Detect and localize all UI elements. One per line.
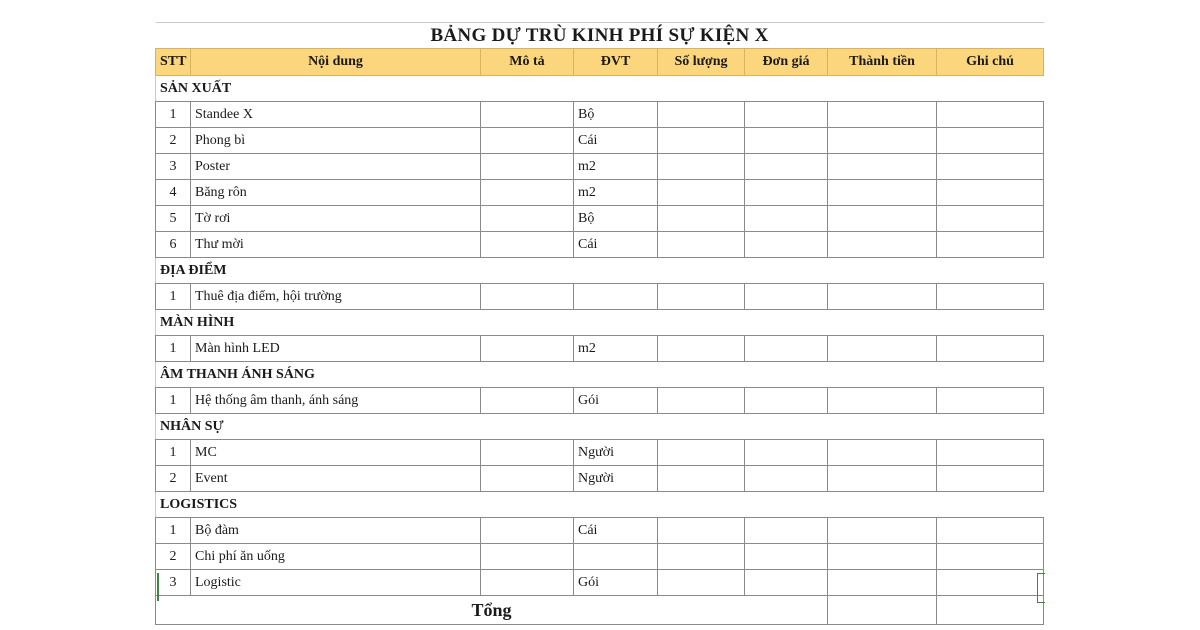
quantity-cell[interactable] <box>658 336 745 362</box>
note-cell[interactable] <box>937 102 1044 128</box>
amount-cell[interactable] <box>828 206 937 232</box>
description-cell[interactable] <box>481 206 574 232</box>
table-row <box>156 544 1044 570</box>
description-cell[interactable] <box>481 466 574 492</box>
quantity-cell[interactable] <box>658 388 745 414</box>
table-row <box>156 466 1044 492</box>
section-row <box>156 414 1044 440</box>
quantity-cell[interactable] <box>658 440 745 466</box>
section-title[interactable]: LOGISTICS <box>156 492 1044 518</box>
stt-cell[interactable]: 1 <box>156 284 191 310</box>
unit-price-cell[interactable] <box>745 466 828 492</box>
stt-cell[interactable]: 2 <box>156 544 191 570</box>
stt-cell[interactable]: 1 <box>156 336 191 362</box>
note-cell[interactable] <box>937 154 1044 180</box>
table-row <box>156 388 1044 414</box>
amount-cell[interactable] <box>828 128 937 154</box>
description-cell[interactable] <box>481 154 574 180</box>
table-row <box>156 206 1044 232</box>
unit-price-cell[interactable] <box>745 518 828 544</box>
amount-cell[interactable] <box>828 388 937 414</box>
content-cell[interactable]: Phong bì <box>191 128 481 154</box>
description-cell[interactable] <box>481 440 574 466</box>
amount-cell[interactable] <box>828 102 937 128</box>
unit-price-cell[interactable] <box>745 570 828 596</box>
stt-cell[interactable]: 1 <box>156 388 191 414</box>
unit-cell[interactable]: Gói <box>574 388 658 414</box>
table-row <box>156 518 1044 544</box>
note-cell[interactable] <box>937 440 1044 466</box>
table-row <box>156 180 1044 206</box>
unit-price-cell[interactable] <box>745 336 828 362</box>
section-row <box>156 492 1044 518</box>
amount-cell[interactable] <box>828 570 937 596</box>
content-cell[interactable]: Logistic <box>191 570 481 596</box>
amount-cell[interactable] <box>828 284 937 310</box>
unit-price-cell[interactable] <box>745 388 828 414</box>
quantity-cell[interactable] <box>658 206 745 232</box>
note-cell[interactable] <box>937 232 1044 258</box>
amount-cell[interactable] <box>828 180 937 206</box>
stt-cell[interactable]: 4 <box>156 180 191 206</box>
note-cell[interactable] <box>937 180 1044 206</box>
section-row <box>156 76 1044 102</box>
section-title[interactable]: NHÂN SỰ <box>156 414 1044 440</box>
stt-cell[interactable]: 6 <box>156 232 191 258</box>
unit-cell[interactable]: Cái <box>574 518 658 544</box>
description-cell[interactable] <box>481 518 574 544</box>
stt-cell[interactable]: 3 <box>156 570 191 596</box>
description-cell[interactable] <box>481 336 574 362</box>
budget-table <box>155 22 1044 625</box>
quantity-cell[interactable] <box>658 232 745 258</box>
unit-price-cell[interactable] <box>745 154 828 180</box>
stt-cell[interactable]: 1 <box>156 440 191 466</box>
unit-cell[interactable]: m2 <box>574 180 658 206</box>
total-label[interactable]: Tổng <box>156 596 828 625</box>
quantity-cell[interactable] <box>658 284 745 310</box>
header-cell[interactable]: Số lượng <box>658 49 745 76</box>
unit-price-cell[interactable] <box>745 206 828 232</box>
description-cell[interactable] <box>481 388 574 414</box>
amount-cell[interactable] <box>828 440 937 466</box>
header-cell[interactable]: Ghi chú <box>937 49 1044 76</box>
header-cell[interactable]: ĐVT <box>574 49 658 76</box>
quantity-cell[interactable] <box>658 180 745 206</box>
unit-cell[interactable] <box>574 284 658 310</box>
table-row <box>156 440 1044 466</box>
amount-cell[interactable] <box>828 336 937 362</box>
selection-edge-left <box>157 573 159 601</box>
table-row <box>156 570 1044 596</box>
table-row <box>156 154 1044 180</box>
content-cell[interactable]: Màn hình LED <box>191 336 481 362</box>
description-cell[interactable] <box>481 570 574 596</box>
amount-cell[interactable] <box>828 544 937 570</box>
note-cell[interactable] <box>937 570 1044 596</box>
content-cell[interactable]: MC <box>191 440 481 466</box>
description-cell[interactable] <box>481 180 574 206</box>
quantity-cell[interactable] <box>658 128 745 154</box>
unit-cell[interactable]: Người <box>574 440 658 466</box>
unit-cell[interactable]: Cái <box>574 128 658 154</box>
table-row <box>156 232 1044 258</box>
note-cell[interactable] <box>937 544 1044 570</box>
table-body <box>156 76 1044 625</box>
stt-cell[interactable]: 5 <box>156 206 191 232</box>
unit-price-cell[interactable] <box>745 102 828 128</box>
unit-cell[interactable]: Gói <box>574 570 658 596</box>
content-cell[interactable]: Poster <box>191 154 481 180</box>
header-row <box>156 49 1044 76</box>
quantity-cell[interactable] <box>658 570 745 596</box>
header-cell[interactable]: Mô tả <box>481 49 574 76</box>
header-cell[interactable]: STT <box>156 49 191 76</box>
amount-cell[interactable] <box>828 466 937 492</box>
unit-price-cell[interactable] <box>745 440 828 466</box>
stt-cell[interactable]: 3 <box>156 154 191 180</box>
section-row <box>156 362 1044 388</box>
header-cell[interactable]: Thành tiền <box>828 49 937 76</box>
table-row <box>156 336 1044 362</box>
note-cell[interactable] <box>937 388 1044 414</box>
content-cell[interactable]: Event <box>191 466 481 492</box>
total-row <box>156 596 1044 625</box>
section-title[interactable]: ÂM THANH ÁNH SÁNG <box>156 362 1044 388</box>
unit-cell[interactable]: Cái <box>574 232 658 258</box>
table-row <box>156 102 1044 128</box>
note-cell[interactable] <box>937 128 1044 154</box>
total-note-cell[interactable] <box>937 596 1044 625</box>
content-cell[interactable]: Chi phí ăn uống <box>191 544 481 570</box>
unit-cell[interactable] <box>574 544 658 570</box>
quantity-cell[interactable] <box>658 544 745 570</box>
unit-cell[interactable]: Bộ <box>574 206 658 232</box>
stt-cell[interactable]: 2 <box>156 128 191 154</box>
content-cell[interactable]: Thuê địa điểm, hội trường <box>191 284 481 310</box>
content-cell[interactable]: Hệ thống âm thanh, ánh sáng <box>191 388 481 414</box>
quantity-cell[interactable] <box>658 154 745 180</box>
quantity-cell[interactable] <box>658 466 745 492</box>
content-cell[interactable]: Bộ đàm <box>191 518 481 544</box>
unit-price-cell[interactable] <box>745 128 828 154</box>
content-cell[interactable]: Tờ rơi <box>191 206 481 232</box>
description-cell[interactable] <box>481 128 574 154</box>
unit-price-cell[interactable] <box>745 544 828 570</box>
unit-cell[interactable]: m2 <box>574 154 658 180</box>
content-cell[interactable]: Thư mời <box>191 232 481 258</box>
unit-cell[interactable]: m2 <box>574 336 658 362</box>
stt-cell[interactable]: 2 <box>156 466 191 492</box>
total-amount-cell[interactable] <box>828 596 937 625</box>
unit-cell[interactable]: Người <box>574 466 658 492</box>
unit-price-cell[interactable] <box>745 180 828 206</box>
table-row <box>156 284 1044 310</box>
amount-cell[interactable] <box>828 518 937 544</box>
note-cell[interactable] <box>937 206 1044 232</box>
section-row <box>156 258 1044 284</box>
stt-cell[interactable]: 1 <box>156 518 191 544</box>
description-cell[interactable] <box>481 544 574 570</box>
header-cell[interactable]: Đơn giá <box>745 49 828 76</box>
budget-sheet <box>155 22 1045 625</box>
stt-cell[interactable]: 1 <box>156 102 191 128</box>
selection-edge-right <box>1037 573 1045 603</box>
note-cell[interactable] <box>937 336 1044 362</box>
header-cell[interactable]: Nội dung <box>191 49 481 76</box>
table-row <box>156 128 1044 154</box>
note-cell[interactable] <box>937 518 1044 544</box>
note-cell[interactable] <box>937 466 1044 492</box>
description-cell[interactable] <box>481 284 574 310</box>
unit-price-cell[interactable] <box>745 284 828 310</box>
amount-cell[interactable] <box>828 232 937 258</box>
sheet-title: BẢNG DỰ TRÙ KINH PHÍ SỰ KIỆN X <box>156 23 1044 49</box>
content-cell[interactable]: Standee X <box>191 102 481 128</box>
section-row <box>156 310 1044 336</box>
quantity-cell[interactable] <box>658 102 745 128</box>
amount-cell[interactable] <box>828 154 937 180</box>
description-cell[interactable] <box>481 232 574 258</box>
section-title[interactable]: MÀN HÌNH <box>156 310 1044 336</box>
description-cell[interactable] <box>481 102 574 128</box>
quantity-cell[interactable] <box>658 518 745 544</box>
section-title[interactable]: SẢN XUẤT <box>156 76 1044 102</box>
section-title[interactable]: ĐỊA ĐIỂM <box>156 258 1044 284</box>
unit-price-cell[interactable] <box>745 232 828 258</box>
unit-cell[interactable]: Bộ <box>574 102 658 128</box>
content-cell[interactable]: Băng rôn <box>191 180 481 206</box>
note-cell[interactable] <box>937 284 1044 310</box>
